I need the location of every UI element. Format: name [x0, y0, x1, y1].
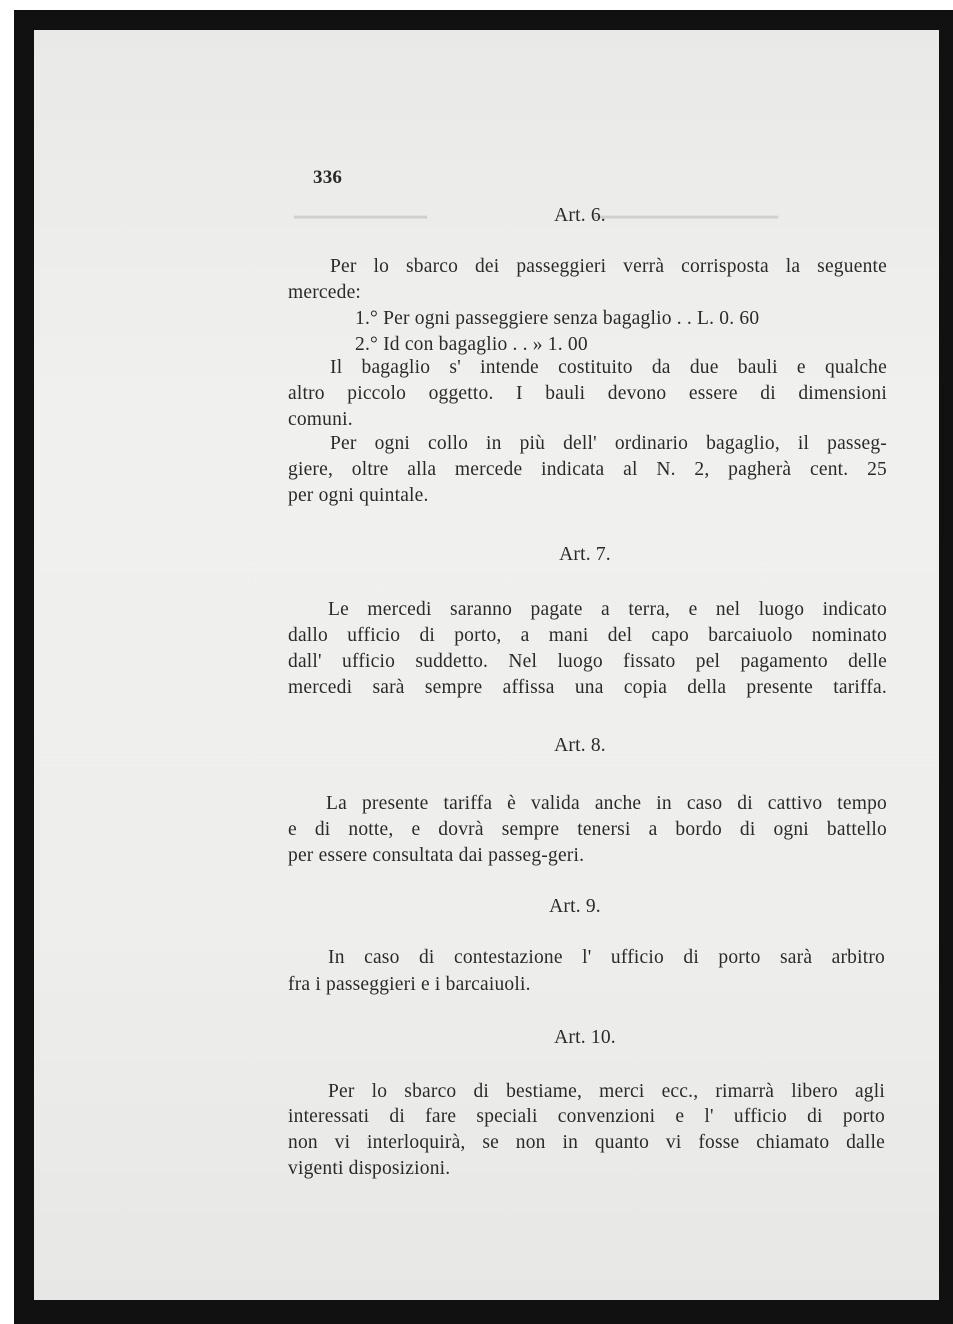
article-line: Per lo sbarco dei passeggieri verrà corrisposta la seguente — [330, 256, 887, 277]
article-line: vigenti disposizioni. — [288, 1158, 451, 1179]
article-heading: Art. 6. — [554, 205, 606, 226]
article-heading: Art. 8. — [554, 735, 606, 756]
article-heading: Art. 9. — [549, 896, 601, 917]
article-line: altro piccolo oggetto. I bauli devono essere di dimensioni — [288, 383, 887, 404]
article-line: Per lo sbarco di bestiame, merci ecc., rimarrà libero agli — [328, 1081, 885, 1102]
article-line: Per ogni collo in più dell' ordinario bagaglio, il passeg- — [330, 433, 887, 454]
article-line: non vi interloquirà, se non in quanto vi fosse chiamato dalle — [288, 1132, 885, 1153]
article-line: giere, oltre alla mercede indicata al N. 2, pagherà cent. 25 — [288, 459, 887, 480]
article-line: La presente tariffa è valida anche in caso di cattivo tempo — [326, 793, 887, 814]
article-line: mercedi sarà sempre affissa una copia della presente tariffa. — [288, 677, 887, 698]
article-heading: Art. 7. — [559, 544, 611, 565]
article-line: 2.° Id con bagaglio . . » 1. 00 — [355, 334, 588, 355]
article-line: 1.° Per ogni passeggiere senza bagaglio . . L. 0. 60 — [355, 308, 760, 329]
article-line: per essere consultata dai passeg-geri. — [288, 845, 585, 866]
article-line: In caso di contestazione l' ufficio di porto sarà arbitro — [328, 947, 885, 968]
article-heading: Art. 10. — [554, 1027, 616, 1048]
article-line: fra i passeggieri e i barcaiuoli. — [288, 974, 531, 995]
article-line: per ogni quintale. — [288, 485, 429, 506]
article-line: mercede: — [288, 282, 362, 303]
article-line: Il bagaglio s' intende costituito da due bauli e qualche — [330, 357, 887, 378]
document-page: ━━━━━━━━━━━━━━━━━━ ━━━━━━━━━━━━━ — [34, 30, 939, 1300]
article-line: dallo ufficio di porto, a mani del capo barcaiuolo nominato — [288, 625, 887, 646]
article-line: comuni. — [288, 409, 353, 430]
article-line: interessati di fare speciali convenzioni e l' ufficio di porto — [288, 1106, 885, 1127]
page-number: 336 — [313, 167, 343, 188]
article-line: Le mercedi saranno pagate a terra, e nel luogo indicato — [328, 599, 887, 620]
article-line: e di notte, e dovrà sempre tenersi a bordo di ogni battello — [288, 819, 887, 840]
article-line: dall' ufficio suddetto. Nel luogo fissato pel pagamento delle — [288, 651, 887, 672]
